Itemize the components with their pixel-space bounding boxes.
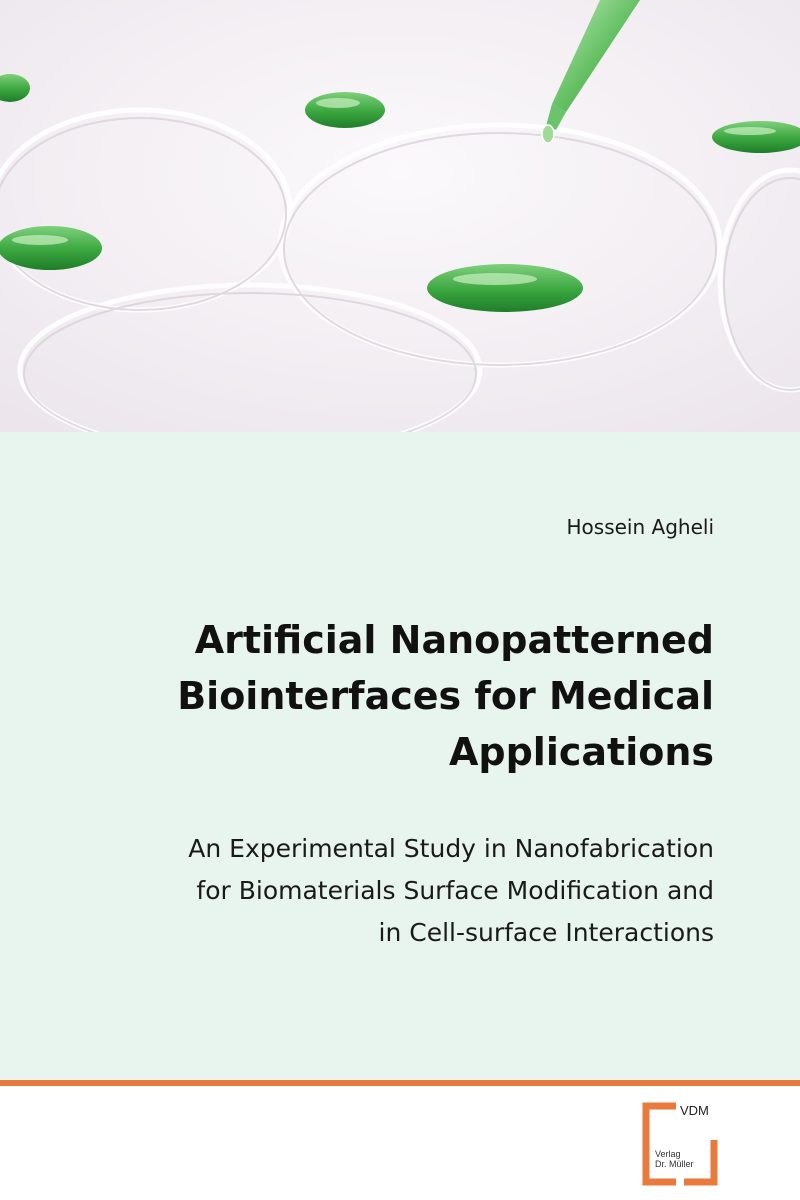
publisher-logo xyxy=(640,1100,720,1188)
publisher-logo-text: VDM xyxy=(680,1103,709,1118)
book-author: Hossein Agheli xyxy=(566,515,714,539)
title-line: Artificial Nanopatterned xyxy=(194,618,714,662)
publisher-line-name: Dr. Müller xyxy=(655,1159,694,1169)
title-line: Applications xyxy=(449,730,714,774)
petri-dishes-with-green-drops-icon xyxy=(0,0,800,432)
book-subtitle xyxy=(54,828,714,954)
subtitle-line: in Cell-surface Interactions xyxy=(378,918,714,947)
title-line: Biointerfaces for Medical xyxy=(177,674,714,718)
publisher-line-verlag: Verlag xyxy=(655,1149,681,1159)
cover-photo xyxy=(0,0,800,432)
book-title xyxy=(74,612,714,780)
subtitle-line: for Biomaterials Surface Modification and xyxy=(196,876,714,905)
subtitle-line: An Experimental Study in Nanofabrication xyxy=(188,834,714,863)
